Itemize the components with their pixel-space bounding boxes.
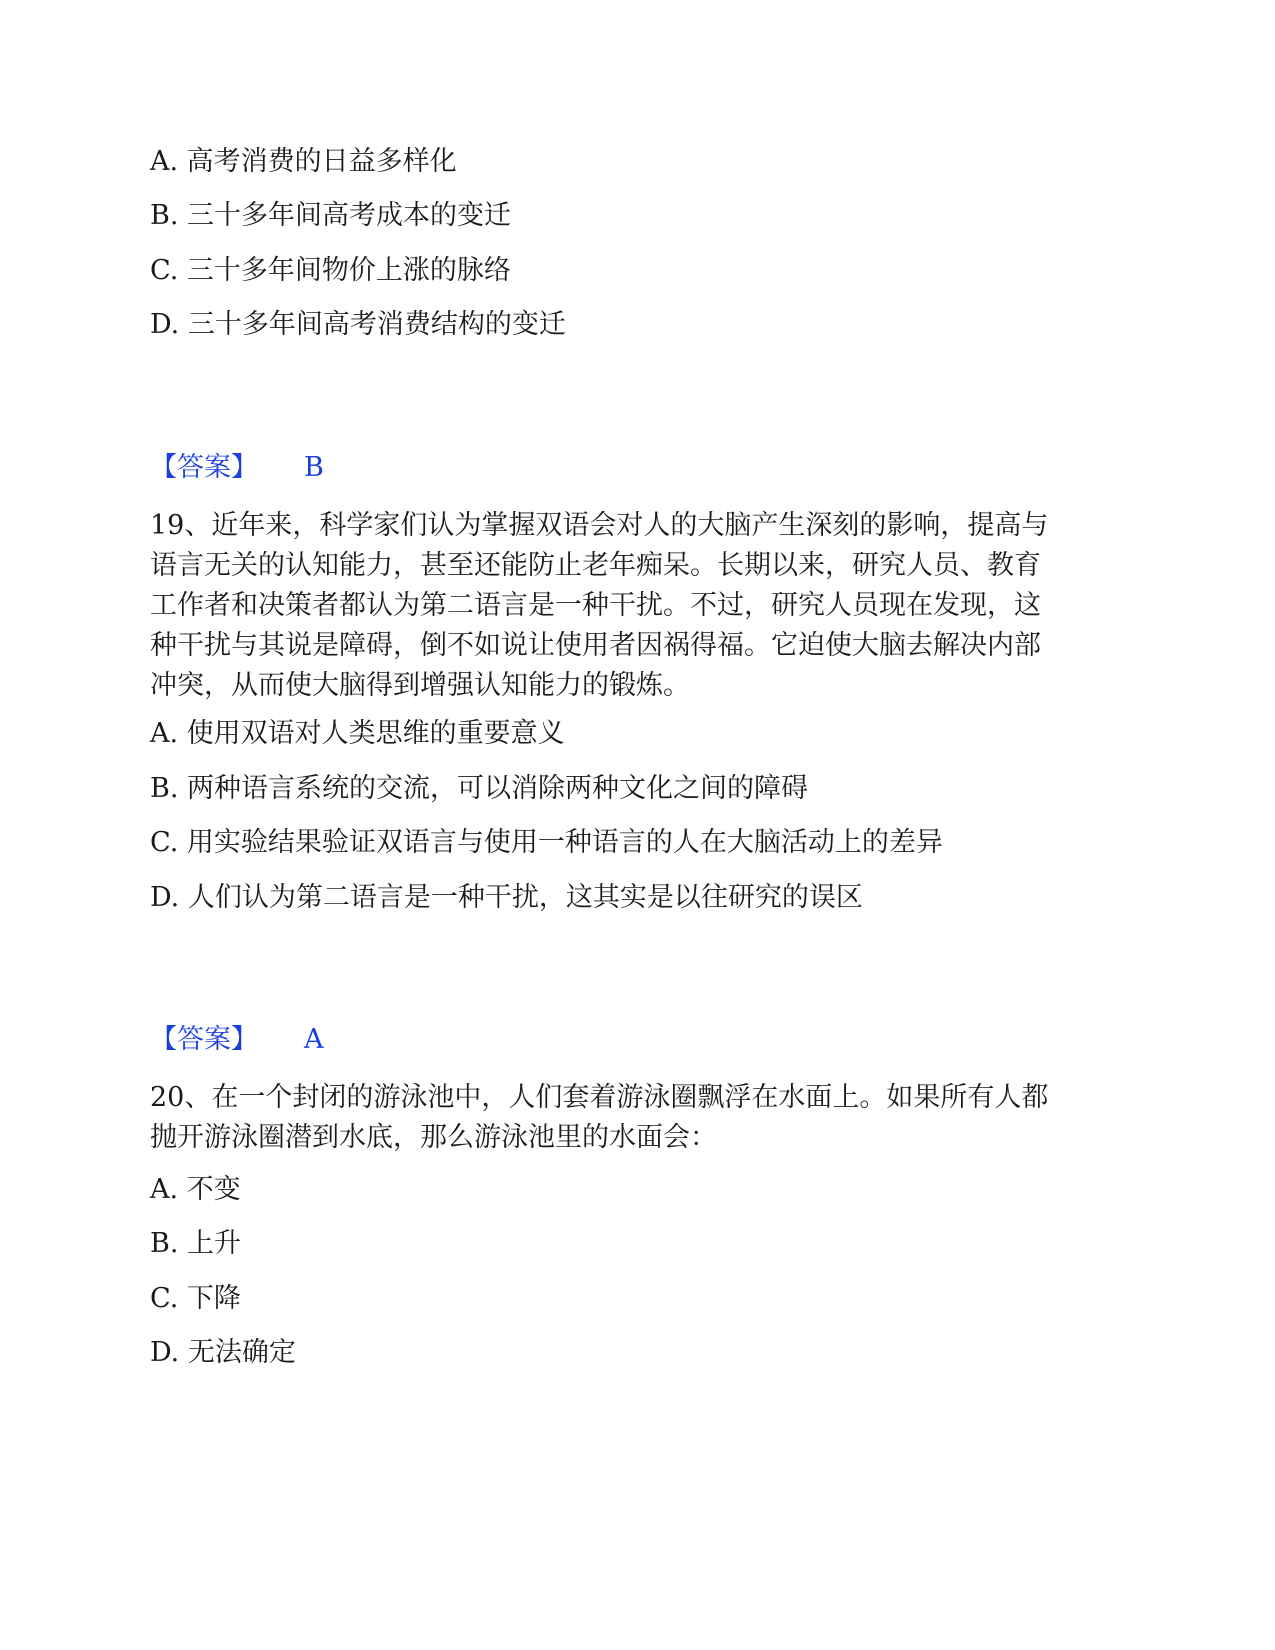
q19-stem xyxy=(150,506,1110,706)
q19-option-c: C. 用实验结果验证双语言与使用一种语言的人在大脑活动上的差异 xyxy=(150,827,943,858)
answer-label: 【答案】 xyxy=(150,1024,258,1055)
q19-option-d: D. 人们认为第二语言是一种干扰，这其实是以往研究的误区 xyxy=(150,882,863,913)
q20-stem-line: 抛开游泳圈潜到水底，那么游泳池里的水面会： xyxy=(150,1122,717,1153)
answer-value: B xyxy=(304,452,324,483)
answer-19 xyxy=(150,1022,324,1058)
q19-option-a: A. 使用双语对人类思维的重要意义 xyxy=(150,718,565,749)
answer-value: A xyxy=(304,1024,324,1055)
q20-stem-line: 20、在一个封闭的游泳池中，人们套着游泳圈飘浮在水面上。如果所有人都 xyxy=(150,1082,1049,1113)
q20-stem xyxy=(150,1078,1110,1158)
q19-stem-line: 冲突，从而使大脑得到增强认知能力的锻炼。 xyxy=(150,670,690,701)
q20-option-d: D. 无法确定 xyxy=(150,1337,296,1368)
answer-18 xyxy=(150,450,324,486)
q18-option-b: B. 三十多年间高考成本的变迁 xyxy=(150,200,512,231)
q18-option-a: A. 高考消费的日益多样化 xyxy=(150,146,457,177)
q20-option-b: B. 上升 xyxy=(150,1228,242,1259)
q19-stem-line: 语言无关的认知能力，甚至还能防止老年痴呆。长期以来，研究人员、教育 xyxy=(150,550,1041,581)
q20-option-c: C. 下降 xyxy=(150,1283,241,1314)
q18-option-c: C. 三十多年间物价上涨的脉络 xyxy=(150,255,511,286)
answer-label: 【答案】 xyxy=(150,452,258,483)
q19-stem-line: 19、近年来，科学家们认为掌握双语会对人的大脑产生深刻的影响，提高与 xyxy=(150,510,1049,541)
q19-stem-line: 种干扰与其说是障碍，倒不如说让使用者因祸得福。它迫使大脑去解决内部 xyxy=(150,630,1041,661)
q19-stem-line: 工作者和决策者都认为第二语言是一种干扰。不过，研究人员现在发现，这 xyxy=(150,590,1041,621)
q20-option-a: A. 不变 xyxy=(150,1174,241,1205)
q18-option-d: D. 三十多年间高考消费结构的变迁 xyxy=(150,309,566,340)
q19-option-b: B. 两种语言系统的交流，可以消除两种文化之间的障碍 xyxy=(150,773,809,804)
